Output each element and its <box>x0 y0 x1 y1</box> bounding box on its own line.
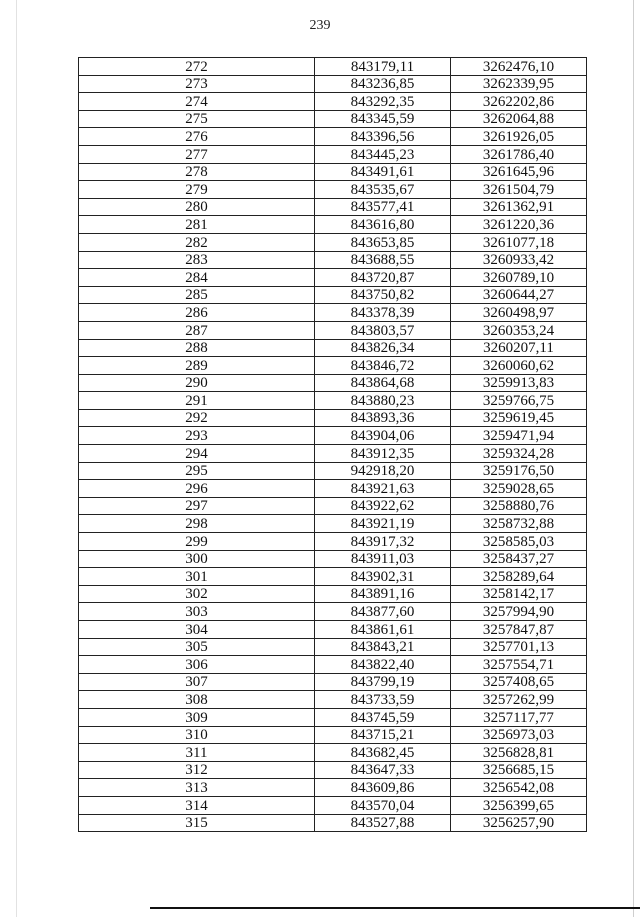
point-number-cell: 314 <box>79 796 315 814</box>
table-row <box>79 233 587 251</box>
y-coordinate-cell: 3256973,03 <box>451 726 587 744</box>
x-coordinate-cell: 843236,85 <box>315 75 451 93</box>
point-number-cell: 283 <box>79 251 315 269</box>
scan-edge-right <box>633 0 634 917</box>
table-row <box>79 462 587 480</box>
point-number-cell: 293 <box>79 427 315 445</box>
x-coordinate-cell: 843822,40 <box>315 656 451 674</box>
y-coordinate-cell: 3257701,13 <box>451 638 587 656</box>
x-coordinate-cell: 843570,04 <box>315 796 451 814</box>
x-coordinate-cell: 843922,62 <box>315 497 451 515</box>
table-row <box>79 251 587 269</box>
y-coordinate-cell: 3258585,03 <box>451 533 587 551</box>
y-coordinate-cell: 3259324,28 <box>451 445 587 463</box>
point-number-cell: 290 <box>79 374 315 392</box>
x-coordinate-cell: 843396,56 <box>315 128 451 146</box>
y-coordinate-cell: 3259471,94 <box>451 427 587 445</box>
table-row <box>79 374 587 392</box>
y-coordinate-cell: 3258289,64 <box>451 568 587 586</box>
table-row <box>79 744 587 762</box>
table-row <box>79 550 587 568</box>
x-coordinate-cell: 843846,72 <box>315 357 451 375</box>
x-coordinate-cell: 843750,82 <box>315 286 451 304</box>
x-coordinate-cell: 843877,60 <box>315 603 451 621</box>
table-row <box>79 656 587 674</box>
point-number-cell: 302 <box>79 585 315 603</box>
x-coordinate-cell: 843345,59 <box>315 110 451 128</box>
y-coordinate-cell: 3261362,91 <box>451 198 587 216</box>
y-coordinate-cell: 3261786,40 <box>451 145 587 163</box>
page-number: 239 <box>309 18 331 33</box>
point-number-cell: 288 <box>79 339 315 357</box>
table-row <box>79 621 587 639</box>
y-coordinate-cell: 3259619,45 <box>451 409 587 427</box>
x-coordinate-cell: 843921,19 <box>315 515 451 533</box>
x-coordinate-cell: 843917,32 <box>315 533 451 551</box>
x-coordinate-cell: 843745,59 <box>315 708 451 726</box>
table-row <box>79 339 587 357</box>
point-number-cell: 309 <box>79 708 315 726</box>
y-coordinate-cell: 3261220,36 <box>451 216 587 234</box>
point-number-cell: 301 <box>79 568 315 586</box>
point-number-cell: 300 <box>79 550 315 568</box>
table-row <box>79 638 587 656</box>
table-row <box>79 708 587 726</box>
point-number-cell: 311 <box>79 744 315 762</box>
point-number-cell: 281 <box>79 216 315 234</box>
point-number-cell: 310 <box>79 726 315 744</box>
table-row <box>79 198 587 216</box>
y-coordinate-cell: 3256685,15 <box>451 761 587 779</box>
table-row <box>79 603 587 621</box>
y-coordinate-cell: 3259913,83 <box>451 374 587 392</box>
table-row <box>79 409 587 427</box>
y-coordinate-cell: 3257262,99 <box>451 691 587 709</box>
x-coordinate-cell: 843616,80 <box>315 216 451 234</box>
table-row <box>79 110 587 128</box>
point-number-cell: 275 <box>79 110 315 128</box>
table-row <box>79 286 587 304</box>
x-coordinate-cell: 843491,61 <box>315 163 451 181</box>
point-number-cell: 306 <box>79 656 315 674</box>
point-number-cell: 297 <box>79 497 315 515</box>
y-coordinate-cell: 3260060,62 <box>451 357 587 375</box>
point-number-cell: 298 <box>79 515 315 533</box>
table-row <box>79 427 587 445</box>
point-number-cell: 315 <box>79 814 315 832</box>
table-row <box>79 796 587 814</box>
point-number-cell: 285 <box>79 286 315 304</box>
table-row <box>79 93 587 111</box>
y-coordinate-cell: 3262476,10 <box>451 58 587 76</box>
y-coordinate-cell: 3260933,42 <box>451 251 587 269</box>
point-number-cell: 307 <box>79 673 315 691</box>
table-row <box>79 691 587 709</box>
y-coordinate-cell: 3262202,86 <box>451 93 587 111</box>
x-coordinate-cell: 843912,35 <box>315 445 451 463</box>
point-number-cell: 282 <box>79 233 315 251</box>
point-number-cell: 295 <box>79 462 315 480</box>
point-number-cell: 279 <box>79 181 315 199</box>
x-coordinate-cell: 843904,06 <box>315 427 451 445</box>
scan-edge-left <box>16 0 17 917</box>
point-number-cell: 312 <box>79 761 315 779</box>
y-coordinate-cell: 3259176,50 <box>451 462 587 480</box>
y-coordinate-cell: 3261077,18 <box>451 233 587 251</box>
x-coordinate-cell: 843864,68 <box>315 374 451 392</box>
x-coordinate-cell: 843535,67 <box>315 181 451 199</box>
x-coordinate-cell: 843803,57 <box>315 321 451 339</box>
point-number-cell: 292 <box>79 409 315 427</box>
y-coordinate-cell: 3256542,08 <box>451 779 587 797</box>
point-number-cell: 273 <box>79 75 315 93</box>
y-coordinate-cell: 3260207,11 <box>451 339 587 357</box>
table-row <box>79 585 587 603</box>
point-number-cell: 299 <box>79 533 315 551</box>
table-row <box>79 726 587 744</box>
y-coordinate-cell: 3258732,88 <box>451 515 587 533</box>
x-coordinate-cell: 843891,16 <box>315 585 451 603</box>
y-coordinate-cell: 3257554,71 <box>451 656 587 674</box>
y-coordinate-cell: 3258142,17 <box>451 585 587 603</box>
x-coordinate-cell: 843826,34 <box>315 339 451 357</box>
coordinates-table <box>78 57 587 832</box>
table-row <box>79 392 587 410</box>
y-coordinate-cell: 3257408,65 <box>451 673 587 691</box>
x-coordinate-cell: 843688,55 <box>315 251 451 269</box>
y-coordinate-cell: 3262064,88 <box>451 110 587 128</box>
y-coordinate-cell: 3260789,10 <box>451 269 587 287</box>
point-number-cell: 289 <box>79 357 315 375</box>
y-coordinate-cell: 3261645,96 <box>451 163 587 181</box>
table-row <box>79 533 587 551</box>
x-coordinate-cell: 843843,21 <box>315 638 451 656</box>
y-coordinate-cell: 3260498,97 <box>451 304 587 322</box>
point-number-cell: 276 <box>79 128 315 146</box>
y-coordinate-cell: 3257994,90 <box>451 603 587 621</box>
x-coordinate-cell: 843880,23 <box>315 392 451 410</box>
x-coordinate-cell: 843861,61 <box>315 621 451 639</box>
y-coordinate-cell: 3258880,76 <box>451 497 587 515</box>
table-row <box>79 814 587 832</box>
x-coordinate-cell: 843911,03 <box>315 550 451 568</box>
x-coordinate-cell: 843715,21 <box>315 726 451 744</box>
point-number-cell: 280 <box>79 198 315 216</box>
point-number-cell: 304 <box>79 621 315 639</box>
y-coordinate-cell: 3260644,27 <box>451 286 587 304</box>
table-row <box>79 145 587 163</box>
y-coordinate-cell: 3258437,27 <box>451 550 587 568</box>
x-coordinate-cell: 843902,31 <box>315 568 451 586</box>
y-coordinate-cell: 3261504,79 <box>451 181 587 199</box>
point-number-cell: 308 <box>79 691 315 709</box>
y-coordinate-cell: 3257117,77 <box>451 708 587 726</box>
x-coordinate-cell: 843647,33 <box>315 761 451 779</box>
table-row <box>79 497 587 515</box>
y-coordinate-cell: 3262339,95 <box>451 75 587 93</box>
point-number-cell: 313 <box>79 779 315 797</box>
table-row <box>79 181 587 199</box>
page-bottom-rule <box>150 907 640 909</box>
point-number-cell: 287 <box>79 321 315 339</box>
point-number-cell: 284 <box>79 269 315 287</box>
x-coordinate-cell: 843733,59 <box>315 691 451 709</box>
y-coordinate-cell: 3257847,87 <box>451 621 587 639</box>
point-number-cell: 277 <box>79 145 315 163</box>
table-row <box>79 673 587 691</box>
table-row <box>79 357 587 375</box>
x-coordinate-cell: 843378,39 <box>315 304 451 322</box>
point-number-cell: 296 <box>79 480 315 498</box>
table-row <box>79 515 587 533</box>
y-coordinate-cell: 3261926,05 <box>451 128 587 146</box>
y-coordinate-cell: 3259766,75 <box>451 392 587 410</box>
table-row <box>79 75 587 93</box>
x-coordinate-cell: 843921,63 <box>315 480 451 498</box>
x-coordinate-cell: 843653,85 <box>315 233 451 251</box>
x-coordinate-cell: 843527,88 <box>315 814 451 832</box>
table-row <box>79 163 587 181</box>
table-row <box>79 128 587 146</box>
x-coordinate-cell: 843682,45 <box>315 744 451 762</box>
table-row <box>79 779 587 797</box>
table-row <box>79 58 587 76</box>
point-number-cell: 303 <box>79 603 315 621</box>
point-number-cell: 305 <box>79 638 315 656</box>
table-row <box>79 321 587 339</box>
y-coordinate-cell: 3260353,24 <box>451 321 587 339</box>
point-number-cell: 274 <box>79 93 315 111</box>
coordinates-table-wrapper <box>78 57 586 832</box>
coordinates-table-body <box>79 58 587 832</box>
y-coordinate-cell: 3259028,65 <box>451 480 587 498</box>
table-row <box>79 761 587 779</box>
table-row <box>79 480 587 498</box>
x-coordinate-cell: 942918,20 <box>315 462 451 480</box>
x-coordinate-cell: 843609,86 <box>315 779 451 797</box>
x-coordinate-cell: 843179,11 <box>315 58 451 76</box>
point-number-cell: 294 <box>79 445 315 463</box>
y-coordinate-cell: 3256828,81 <box>451 744 587 762</box>
table-row <box>79 269 587 287</box>
x-coordinate-cell: 843799,19 <box>315 673 451 691</box>
table-row <box>79 304 587 322</box>
table-row <box>79 568 587 586</box>
point-number-cell: 272 <box>79 58 315 76</box>
x-coordinate-cell: 843893,36 <box>315 409 451 427</box>
point-number-cell: 286 <box>79 304 315 322</box>
x-coordinate-cell: 843445,23 <box>315 145 451 163</box>
table-row <box>79 216 587 234</box>
point-number-cell: 278 <box>79 163 315 181</box>
y-coordinate-cell: 3256257,90 <box>451 814 587 832</box>
x-coordinate-cell: 843720,87 <box>315 269 451 287</box>
x-coordinate-cell: 843577,41 <box>315 198 451 216</box>
point-number-cell: 291 <box>79 392 315 410</box>
table-row <box>79 445 587 463</box>
y-coordinate-cell: 3256399,65 <box>451 796 587 814</box>
x-coordinate-cell: 843292,35 <box>315 93 451 111</box>
